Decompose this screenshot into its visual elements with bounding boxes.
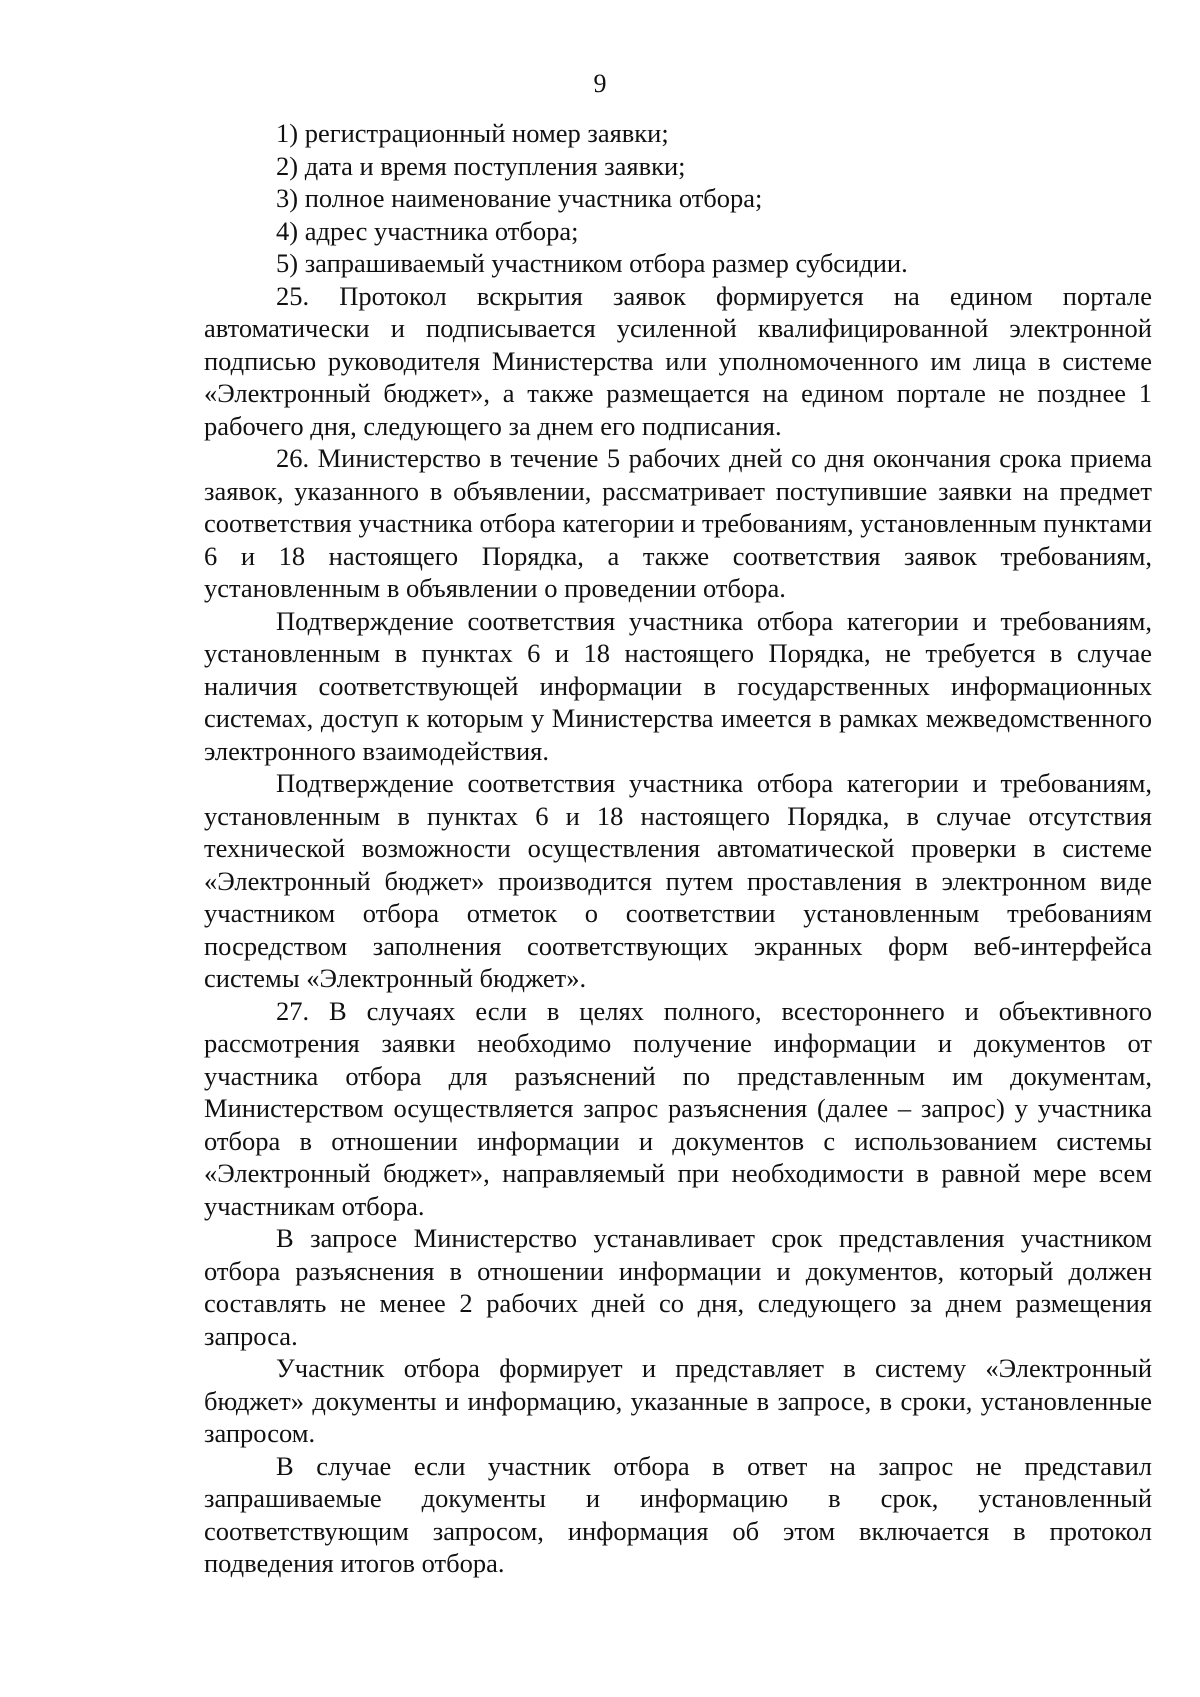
list-item-participant-address: 4) адрес участника отбора;	[276, 215, 579, 246]
list-item-subsidy-amount: 5) запрашиваемый участником отбора размер субсидии.	[276, 248, 908, 278]
list-item-date-time: 2) дата и время поступления заявки;	[276, 150, 686, 181]
list-item-registration-number: 1) регистрационный номер заявки;	[276, 118, 669, 148]
paragraph-26: 26. Министерство в течение 5 рабочих дней со дня окончания срока приема заявок, указанного в объявлении, рассматривает поступившие заявки на предмет соответствия участника отбора категории и требованиям, установленным пунктами 6 и 18 настоящего Порядка, а также соответствия заявок требованиям, установленным в объявлении о проведении отбора.	[204, 443, 1152, 603]
paragraph-26-manual-confirmation: Подтверждение соответствия участника отбора категории и требованиям, установленным в пунктах 6 и 18 настоящего Порядка, в случае отсутствия технической возможности осуществления автоматической проверки в системе «Электронный бюджет» производится путем проставления в электронном виде участником отбора отметок о соответствии установленным требованиям посредством заполнения соответствующих экранных форм веб-интерфейса системы «Электронный бюджет».	[204, 768, 1152, 993]
paragraph-26-confirmation: Подтверждение соответствия участника отбора категории и требованиям, установленным в пунктах 6 и 18 настоящего Порядка, не требуется в случае наличия соответствующей информации в государственных информационных системах, доступ к которым у Министерства имеется в рамках межведомственного электронного взаимодействия.	[204, 605, 1152, 766]
paragraph-27: 27. В случаях если в целях полного, всестороннего и объективного рассмотрения заявки необходимо получение информации и документов от участника отбора для разъяснений по представленным им документам, Министерством осуществляется запрос разъяснения (далее – запрос) у участника отбора в отношении информации и документов с использованием системы «Электронный бюджет», направляемый при необходимости в равной мере всем участникам отбора.	[204, 995, 1152, 1221]
paragraph-27-participant-response: Участник отбора формирует и представляет в систему «Электронный бюджет» документы и информацию, указанные в запросе, в сроки, установленные запросом.	[204, 1353, 1152, 1448]
paragraph-27-no-response: В случае если участник отбора в ответ на запрос не представил запрашиваемые документы и информацию в срок, установленный соответствующим запросом, информация об этом включается в протокол подведения итогов отбора.	[204, 1450, 1152, 1578]
paragraph-25: 25. Протокол вскрытия заявок формируется на едином портале автоматически и подписывается усиленной квалифицированной электронной подписью руководителя Министерства или уполномоченного им лица в системе «Электронный бюджет», а также размещается на едином портале не позднее 1 рабочего дня, следующего за днем его подписания.	[204, 280, 1152, 441]
page-number: 9	[593, 69, 607, 98]
list-item-participant-name: 3) полное наименование участника отбора;	[276, 183, 763, 213]
paragraph-27-request-deadline: В запросе Министерство устанавливает срок представления участником отбора разъяснения в отношении информации и документов, который должен составлять не менее 2 рабочих дней со дня, следующего за днем размещения запроса.	[204, 1223, 1152, 1351]
document-body	[204, 117, 1152, 1580]
